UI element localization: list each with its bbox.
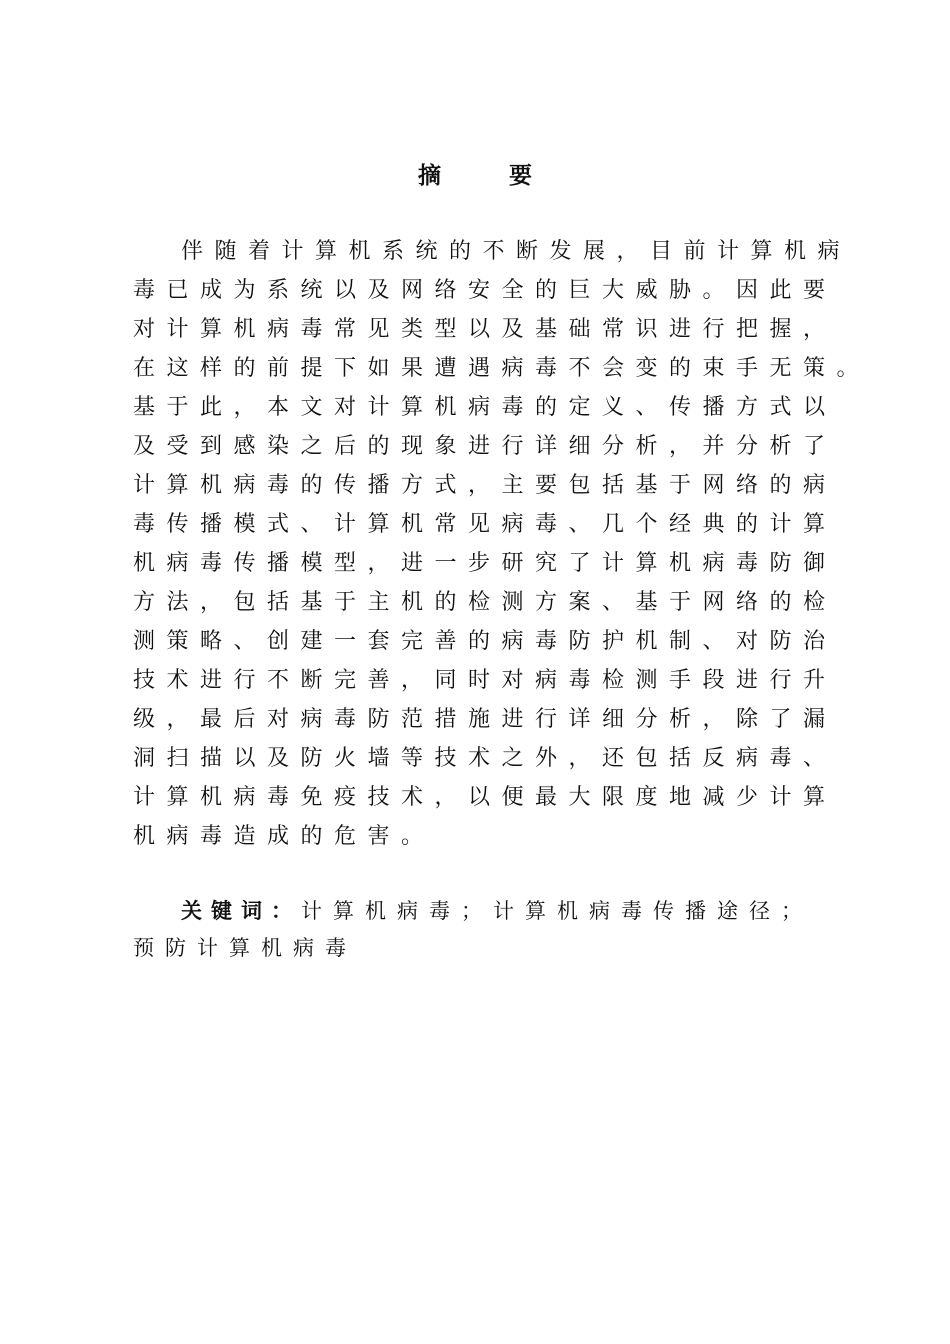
abstract-line: 计算机病毒的传播方式，主要包括基于网络的病 (133, 473, 837, 498)
abstract-line: 基于此，本文对计算机病毒的定义、传播方式以 (133, 395, 837, 420)
abstract-line: 在这样的前提下如果遭遇病毒不会变的束手无策。 (133, 356, 871, 381)
keywords-line-2: 预防计算机病毒 (133, 936, 357, 960)
abstract-line: 伴随着计算机系统的不断发展，目前计算机病 (181, 239, 852, 264)
abstract-line: 对计算机病毒常见类型以及基础常识进行把握， (133, 317, 837, 342)
abstract-line: 毒已成为系统以及网络安全的巨大威胁。因此要 (133, 278, 837, 303)
abstract-line: 机病毒造成的危害。 (133, 824, 435, 849)
abstract-line: 毒传播模式、计算机常见病毒、几个经典的计算 (133, 512, 837, 537)
keywords-section (133, 893, 853, 967)
abstract-line: 技术进行不断完善，同时对病毒检测手段进行升 (133, 668, 837, 693)
keywords-label: 关键词： (181, 899, 301, 923)
abstract-line: 洞扫描以及防火墙等技术之外，还包括反病毒、 (133, 746, 837, 771)
abstract-line: 测策略、创建一套完善的病毒防护机制、对防治 (133, 629, 837, 654)
keywords-text: 计算机病毒；计算机病毒传播途径； (301, 899, 813, 923)
abstract-title: 摘 要 (417, 163, 562, 189)
abstract-line: 计算机病毒免疫技术，以便最大限度地减少计算 (133, 785, 837, 810)
abstract-line: 及受到感染之后的现象进行详细分析，并分析了 (133, 434, 837, 459)
abstract-line: 方法，包括基于主机的检测方案、基于网络的检 (133, 590, 837, 615)
abstract-line: 机病毒传播模型，进一步研究了计算机病毒防御 (133, 551, 837, 576)
abstract-line: 级，最后对病毒防范措施进行详细分析，除了漏 (133, 707, 837, 732)
keywords-line-1 (133, 893, 853, 930)
abstract-body (133, 232, 871, 856)
